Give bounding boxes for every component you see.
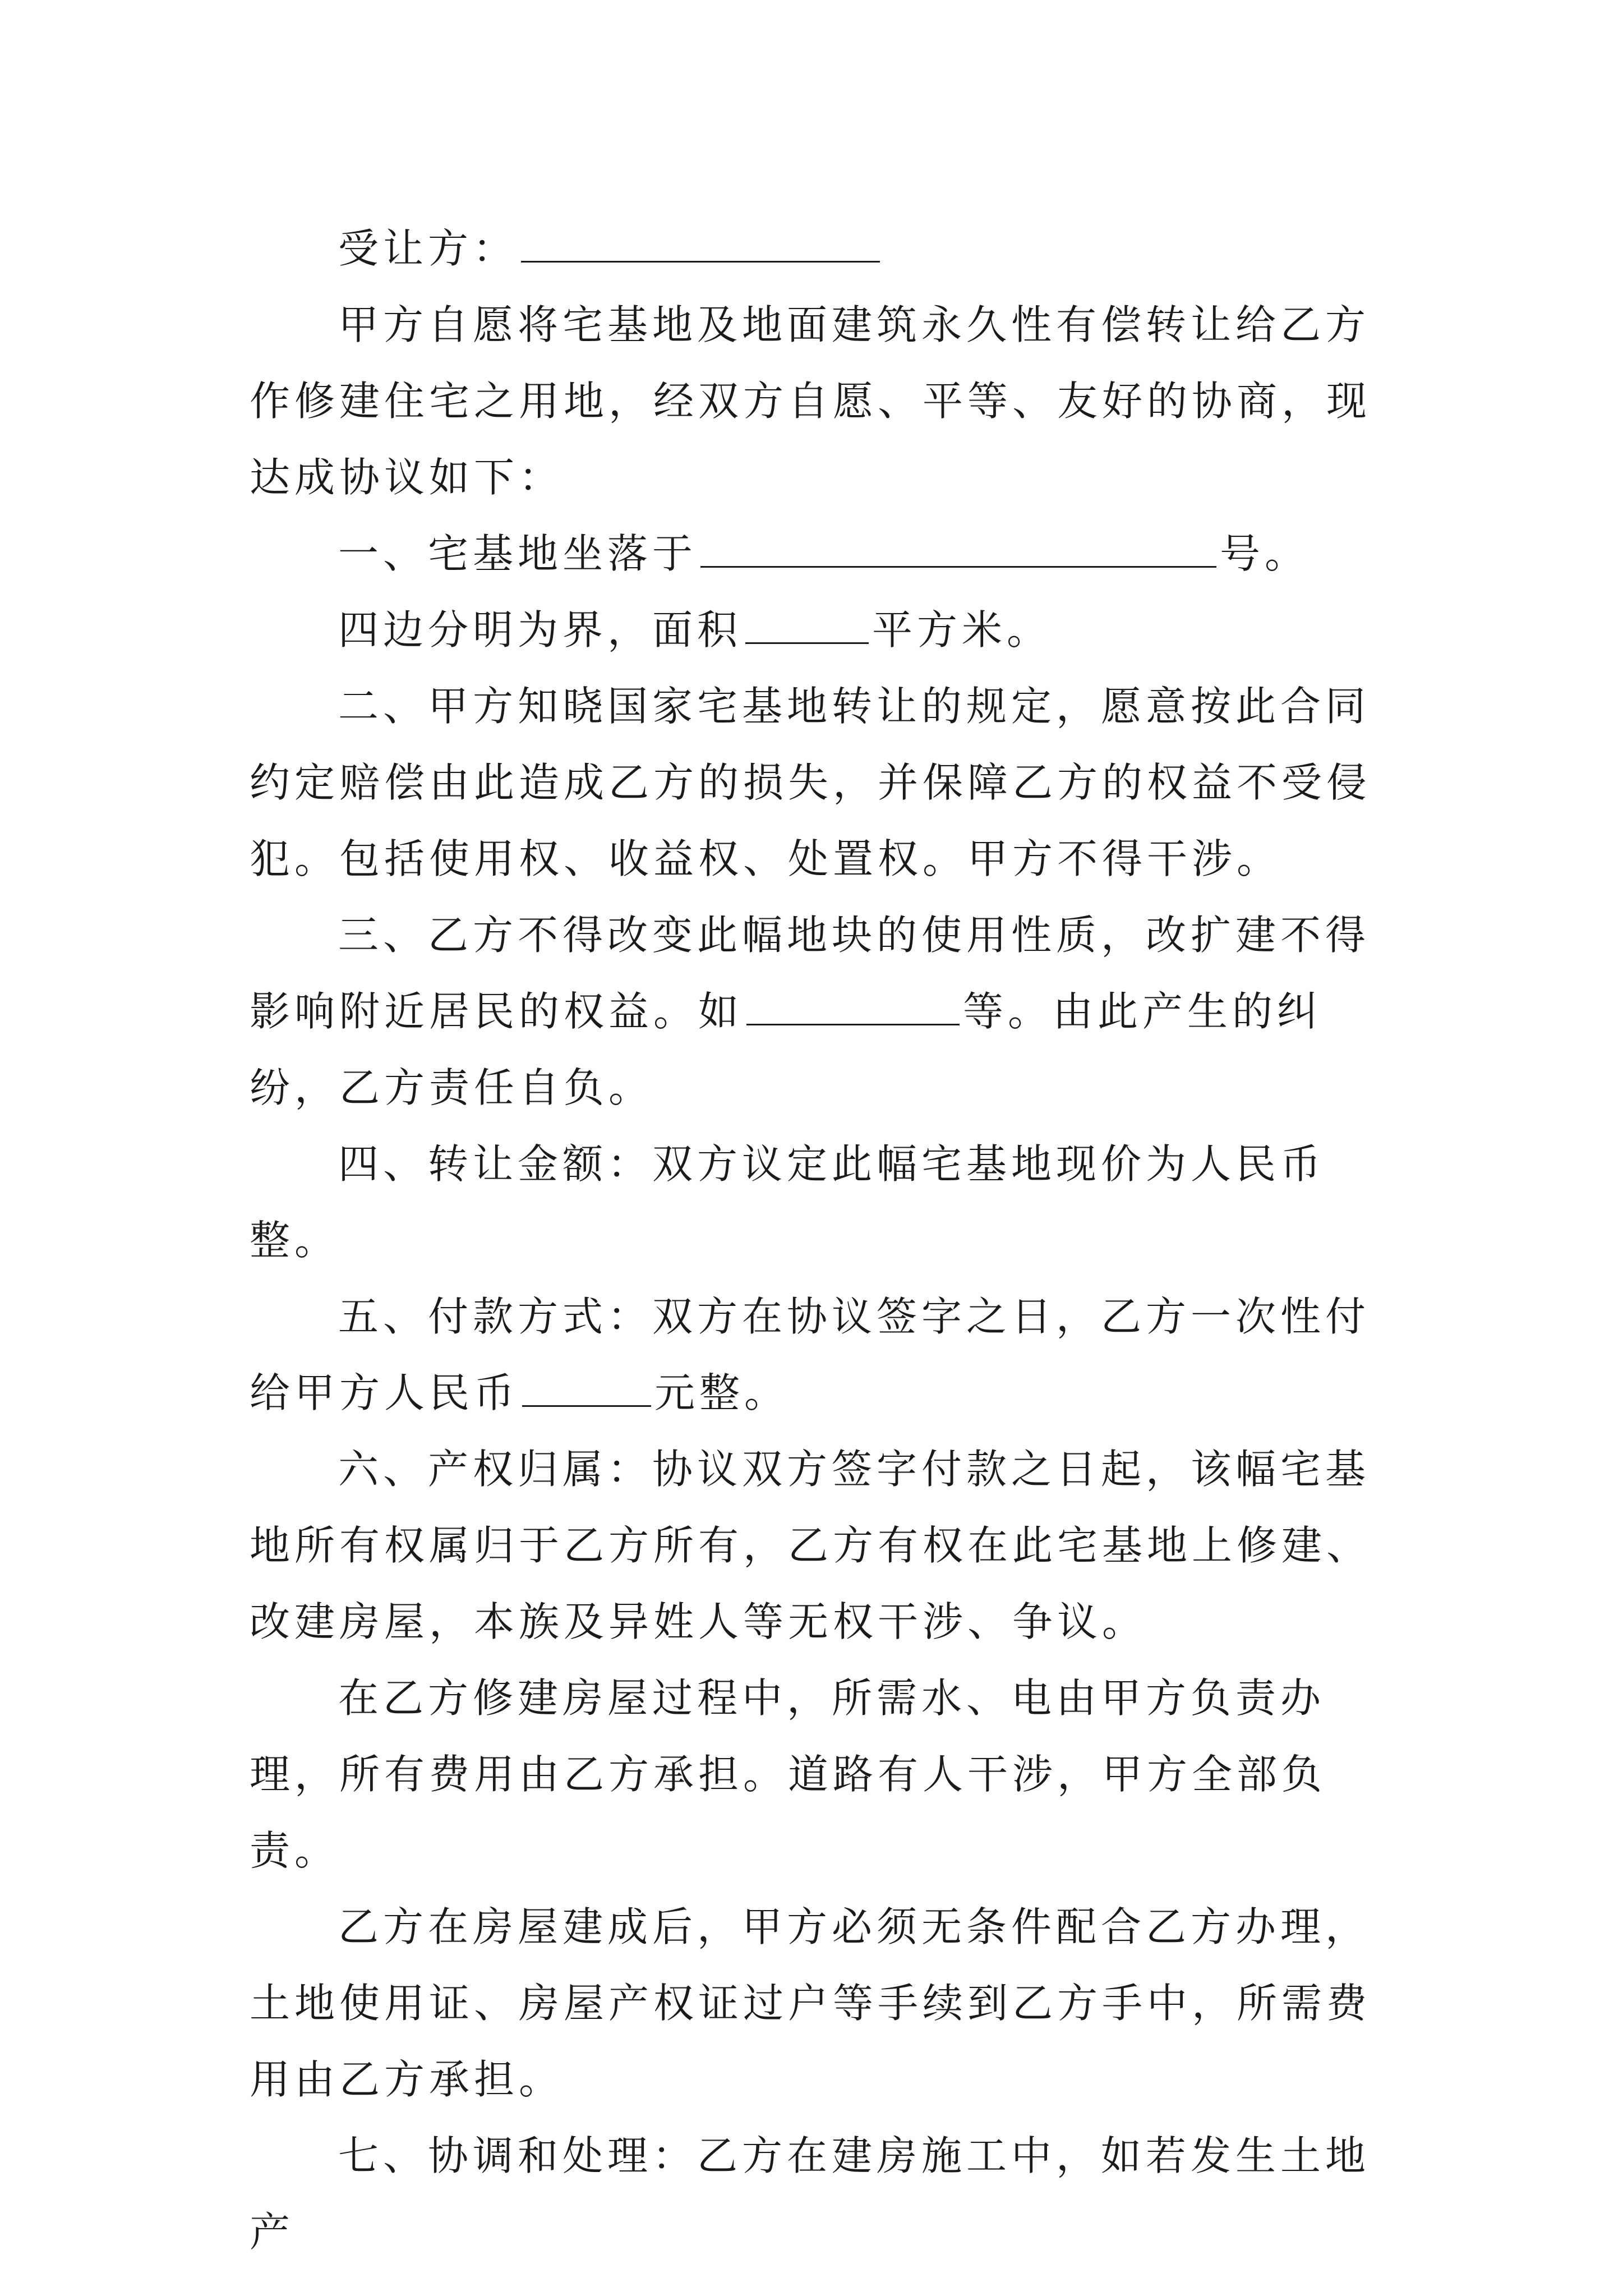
clause-1-suffix: 号。: [1220, 530, 1310, 577]
clause-3-suffix: 等。由此产生的纠纷，乙方责任自负。: [250, 988, 1322, 1111]
clause-2-text: 二、甲方知晓国家宅基地转让的规定，愿意按此合同约定赔偿由此造成乙方的损失，并保障乙方的权益不受侵犯。包括使用权、收益权、处置权。甲方不得干涉。: [250, 683, 1372, 882]
clause-5-text: 五、付款方式：双方在协议签字之日，乙方一次性付给甲方人民币: [250, 1293, 1371, 1416]
clause-6: [250, 1431, 1394, 1660]
transferee-blank: [521, 229, 880, 263]
clause-3-text: 三、乙方不得改变此幅地块的使用性质，改扩建不得影响附近居民的权益。如: [250, 912, 1371, 1035]
clause-6-text: 六、产权归属：协议双方签字付款之日起，该幅宅基地所有权属归于乙方所有，乙方有权在此宅基地上修建、改建房屋，本族及异姓人等无权干涉、争议。: [250, 1446, 1372, 1645]
payment-blank: [522, 1374, 651, 1407]
example-blank: [746, 992, 960, 1025]
clause-4-text: 四、转让金额：双方议定此幅宅基地现价为人民币整。: [250, 1140, 1326, 1264]
clause-1-text: 一、宅基地坐落于: [338, 530, 698, 577]
intro-paragraph: [250, 287, 1394, 516]
clause-6c: [250, 1889, 1394, 2118]
clause-7: [250, 2118, 1394, 2270]
clause-1b-text: 四边分明为界，面积: [338, 606, 743, 654]
clause-3: [250, 897, 1394, 1126]
clause-6b-text: 在乙方修建房屋过程中，所需水、电由甲方负责办理，所有费用由乙方承担。道路有人干涉，甲方全部负责。: [250, 1674, 1327, 1874]
clause-6b: [250, 1660, 1394, 1889]
clause-1b: [250, 592, 1394, 668]
clause-5-suffix: 元整。: [654, 1369, 790, 1416]
clause-6c-text: 乙方在房屋建成后，甲方必须无条件配合乙方办理，土地使用证、房屋产权证过户等手续到乙方手中，所需费用由乙方承担。: [250, 1903, 1372, 2103]
document-body: [250, 210, 1394, 2270]
intro-text: 甲方自愿将宅基地及地面建筑永久性有偿转让给乙方作修建住宅之用地，经双方自愿、平等、友好的协商，现达成协议如下：: [250, 301, 1372, 501]
clause-2: [250, 668, 1394, 897]
clause-4: [250, 1126, 1394, 1278]
location-blank: [700, 535, 1216, 568]
clause-5: [250, 1278, 1394, 1431]
clause-7-text: 七、协调和处理：乙方在建房施工中，如若发生土地产: [250, 2132, 1371, 2256]
clause-1: [250, 516, 1394, 592]
area-blank: [745, 611, 869, 644]
transferee-line: [250, 210, 1394, 287]
clause-1b-suffix: 平方米。: [872, 606, 1052, 654]
transferee-label: 受让方：: [338, 225, 518, 272]
